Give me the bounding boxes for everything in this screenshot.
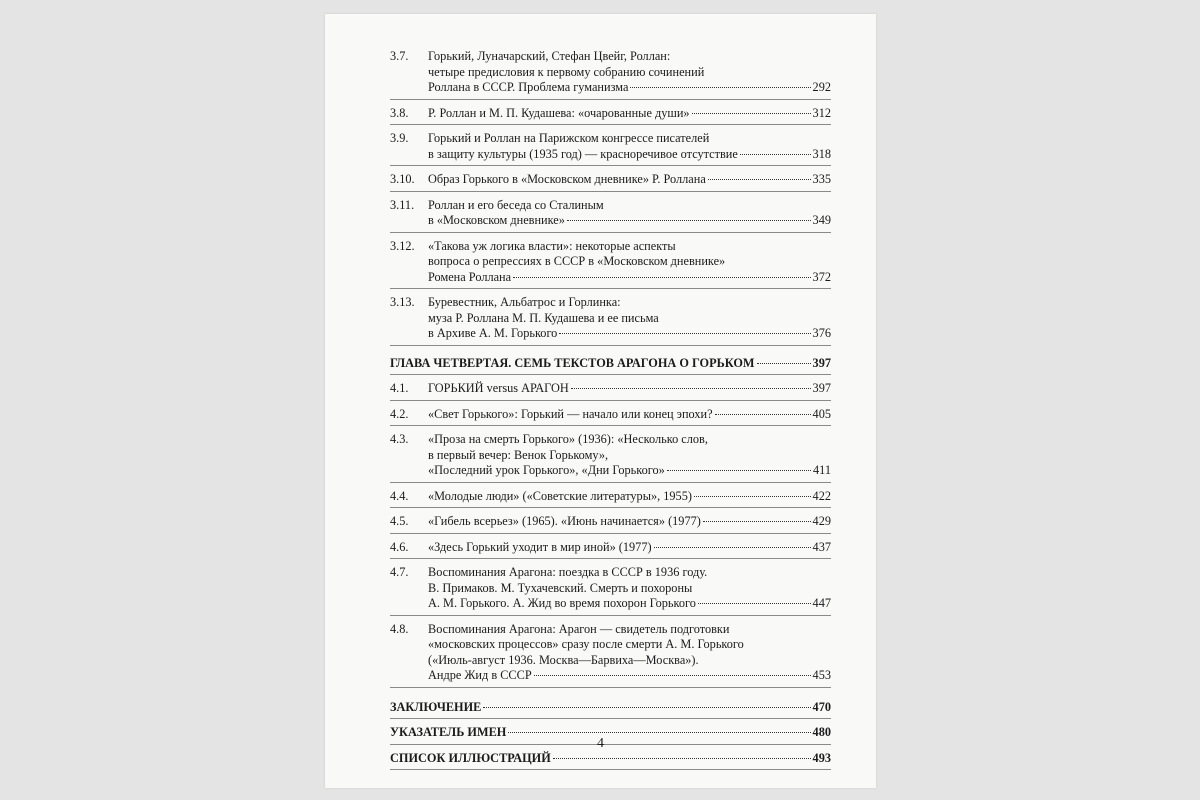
entry-line: «Здесь Горький уходит в мир иной» (1977) [428,539,652,554]
entry-line: муза Р. Роллана М. П. Кудашева и ее письма [428,310,659,325]
dot-leader [513,277,810,278]
entry-line: («Июль-август 1936. Москва—Барвиха—Москва»). [428,652,699,667]
dot-leader [553,758,811,759]
entry-number: 4.1. [390,381,409,395]
entry-line: Горький и Роллан на Парижском конгрессе писателей [428,131,710,145]
entry-line: Андре Жид в СССР [428,668,532,682]
page-ref: 453 [812,668,831,682]
entry-line: в первый вечер: Венок Горькому», [428,447,609,462]
entry-line: в Архиве А. М. Горького [428,326,558,340]
page-ref: 411 [813,463,831,477]
entry-number: 4.7. [390,565,409,579]
entry-line: в защиту культуры (1935 год) — красноречивое отсутствие [428,146,738,161]
entry-number: 4.3. [390,432,409,446]
back-matter-entry [390,700,831,720]
entry-number: 3.8. [390,105,409,120]
book-page [325,14,876,788]
toc-entry [390,131,831,166]
entry-line: «московских процессов» сразу после смерти А. М. Горького [428,637,744,651]
entry-line: Роллана в СССР. Проблема гуманизма [428,80,629,94]
entry-number: 4.2. [390,406,409,421]
toc-entry [390,565,831,616]
entry-line: «Такова уж логика власти»: некоторые аспекты [428,238,676,253]
table-of-contents [390,49,831,776]
toc-entry [390,622,831,688]
page-ref: 372 [812,269,831,284]
dot-leader [692,113,811,114]
toc-entry [390,198,831,233]
dot-leader [571,388,811,389]
page-ref: 437 [812,539,831,554]
back-matter-title: ЗАКЛЮЧЕНИЕ [390,699,482,714]
toc-entry [390,239,831,290]
dot-leader [708,179,811,180]
dot-leader [559,333,810,334]
entry-line: ГОРЬКИЙ versus АРАГОН [428,381,569,395]
entry-line: Р. Роллан и М. П. Кудашева: «очарованные души» [428,105,690,120]
dot-leader [630,87,810,88]
page-ref: 480 [812,725,831,739]
entry-line: Образ Горького в «Московском дневнике» Р. Роллана [428,172,706,186]
page-ref: 312 [812,105,831,120]
dot-leader [667,470,811,471]
page-ref: 422 [812,488,831,503]
entry-line: Воспоминания Арагона: Арагон — свидетель подготовки [428,621,730,636]
toc-entry [390,381,831,401]
back-matter-title: УКАЗАТЕЛЬ ИМЕН [390,725,507,739]
toc-entry [390,432,831,483]
page-ref: 470 [812,699,831,714]
entry-line: «Последний урок Горького», «Дни Горького» [428,463,665,477]
page-ref: 397 [812,355,831,370]
entry-line: Воспоминания Арагона: поездка в СССР в 1936 году. [428,565,708,579]
entry-line: вопроса о репрессиях в СССР в «Московском дневнике» [428,254,726,268]
toc-entry [390,49,831,100]
entry-line: «Гибель всерьез» (1965). «Июнь начинается» (1977) [428,514,701,528]
dot-leader [740,154,811,155]
back-matter-entry [390,751,831,771]
dot-leader [694,496,811,497]
page-number: 4 [597,736,604,751]
entry-line: В. Примаков. М. Тухачевский. Смерть и похороны [428,580,693,595]
entry-line: «Свет Горького»: Горький — начало или конец эпохи? [428,406,713,421]
page-ref: 397 [812,381,831,395]
page-ref: 405 [812,406,831,421]
entry-number: 4.5. [390,514,409,528]
entry-number: 4.8. [390,621,409,636]
dot-leader [654,547,811,548]
chapter-title: ГЛАВА ЧЕТВЕРТАЯ. СЕМЬ ТЕКСТОВ АРАГОНА О ГОРЬКОМ [390,355,755,370]
back-matter-title: СПИСОК ИЛЛЮСТРАЦИЙ [390,750,551,765]
dot-leader [703,521,811,522]
toc-entry [390,540,831,560]
page-ref: 318 [812,146,831,161]
entry-line: «Проза на смерть Горького» (1936): «Несколько слов, [428,432,708,446]
toc-entry [390,106,831,126]
toc-entry [390,407,831,427]
dot-leader [757,363,811,364]
dot-leader [508,732,810,733]
entry-number: 3.7. [390,49,409,63]
page-ref: 376 [812,326,831,340]
page-ref: 493 [812,750,831,765]
dot-leader [534,675,811,676]
entry-number: 3.10. [390,172,415,186]
entry-line: Ромена Роллана [428,269,512,284]
page-ref: 335 [812,172,831,186]
toc-entry [390,514,831,534]
chapter-heading [390,356,831,376]
entry-line: Роллан и его беседа со Сталиным [428,197,604,212]
entry-number: 4.4. [390,488,409,503]
page-ref: 292 [812,80,831,94]
toc-entry [390,489,831,509]
entry-number: 3.9. [390,131,409,145]
entry-line: Горький, Луначарский, Стефан Цвейг, Роллан: [428,49,671,63]
entry-number: 3.11. [390,197,415,212]
entry-number: 3.13. [390,295,415,309]
entry-line: Буревестник, Альбатрос и Горлинка: [428,295,621,309]
dot-leader [567,220,811,221]
toc-entry [390,172,831,192]
dot-leader [715,414,811,415]
entry-number: 3.12. [390,238,415,253]
page-ref: 429 [812,514,831,528]
entry-line: А. М. Горького. А. Жид во время похорон Горького [428,596,696,610]
entry-number: 4.6. [390,539,409,554]
page-ref: 349 [812,213,831,227]
toc-entry [390,295,831,346]
page-ref: 447 [812,596,831,610]
dot-leader [698,603,811,604]
entry-line: «Молодые люди» («Советские литературы», 1955) [428,488,692,503]
dot-leader [483,707,810,708]
entry-line: в «Московском дневнике» [428,213,565,227]
entry-line: четыре предисловия к первому собранию сочинений [428,64,705,79]
